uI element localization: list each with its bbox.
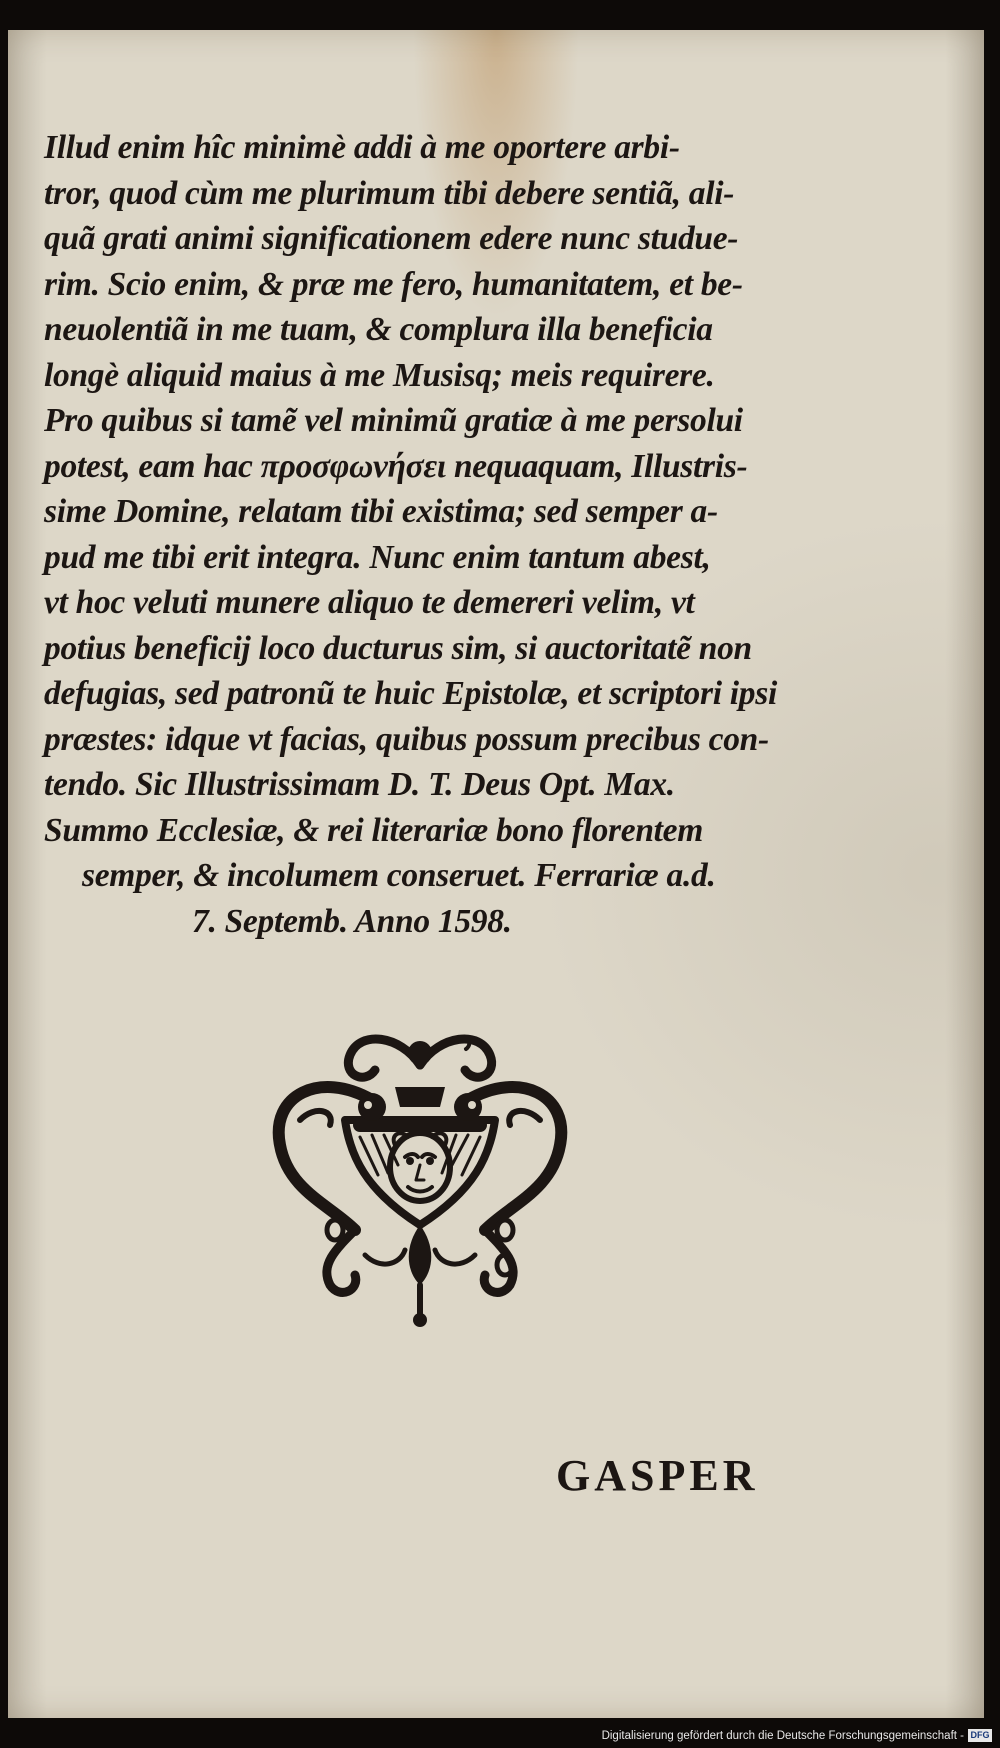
footer-bar <box>0 1718 1000 1748</box>
text-line: quã grati animi significationem edere nunc studue- <box>44 220 739 257</box>
text-line: longè aliquid maius à me Musisq; meis requirere. <box>44 356 715 394</box>
catchword: GASPER <box>556 1451 759 1500</box>
text-line: pud me tibi erit integra. Nunc enim tantum abest, <box>44 538 711 576</box>
funding-notice: Digitalisierung gefördert durch die Deutsche Forschungsgemeinschaft - <box>601 1730 964 1742</box>
date-line: 7. Septemb. Anno 1598. <box>192 902 512 940</box>
text-line: potest, eam hac προσφωνήσει nequaquam, Illustris- <box>44 447 748 485</box>
text-line: rim. Scio enim, & præ me fero, humanitatem, et be- <box>44 265 743 303</box>
text-line: potius beneficij loco ducturus sim, si auctoritatẽ non <box>44 629 752 667</box>
text-line: tendo. Sic Illustrissimam D. T. Deus Opt. Max. <box>44 766 675 803</box>
text-line: tror, quod cùm me plurimum tibi debere sentiã, ali- <box>44 174 735 212</box>
text-line: defugias, sed patronũ te huic Epistolæ, et scriptori ipsi <box>44 675 778 712</box>
text-line: Illud enim hîc minimè addi à me oportere arbi- <box>44 129 680 166</box>
text-line: vt hoc veluti munere aliquo te demereri velim, vt <box>44 584 695 621</box>
text-line: præstes: idque vt facias, quibus possum precibus con- <box>44 720 769 758</box>
text-line: neuolentiã in me tuam, & complura illa beneficia <box>44 311 713 348</box>
fleuron-mask-ornament-icon <box>260 1025 580 1345</box>
text-line: semper, & incolumem conseruet. Ferrariæ a.d. <box>82 857 716 894</box>
book-page <box>8 30 984 1718</box>
text-line: Pro quibus si tamẽ vel minimũ gratiæ à me persolui <box>44 402 743 439</box>
dfg-logo-icon: DFG <box>968 1729 992 1742</box>
text-line: Summo Ecclesiæ, & rei literariæ bono florentem <box>44 811 703 849</box>
text-line: sime Domine, relatam tibi existima; sed semper a- <box>44 493 718 530</box>
dedication-text <box>44 125 804 944</box>
